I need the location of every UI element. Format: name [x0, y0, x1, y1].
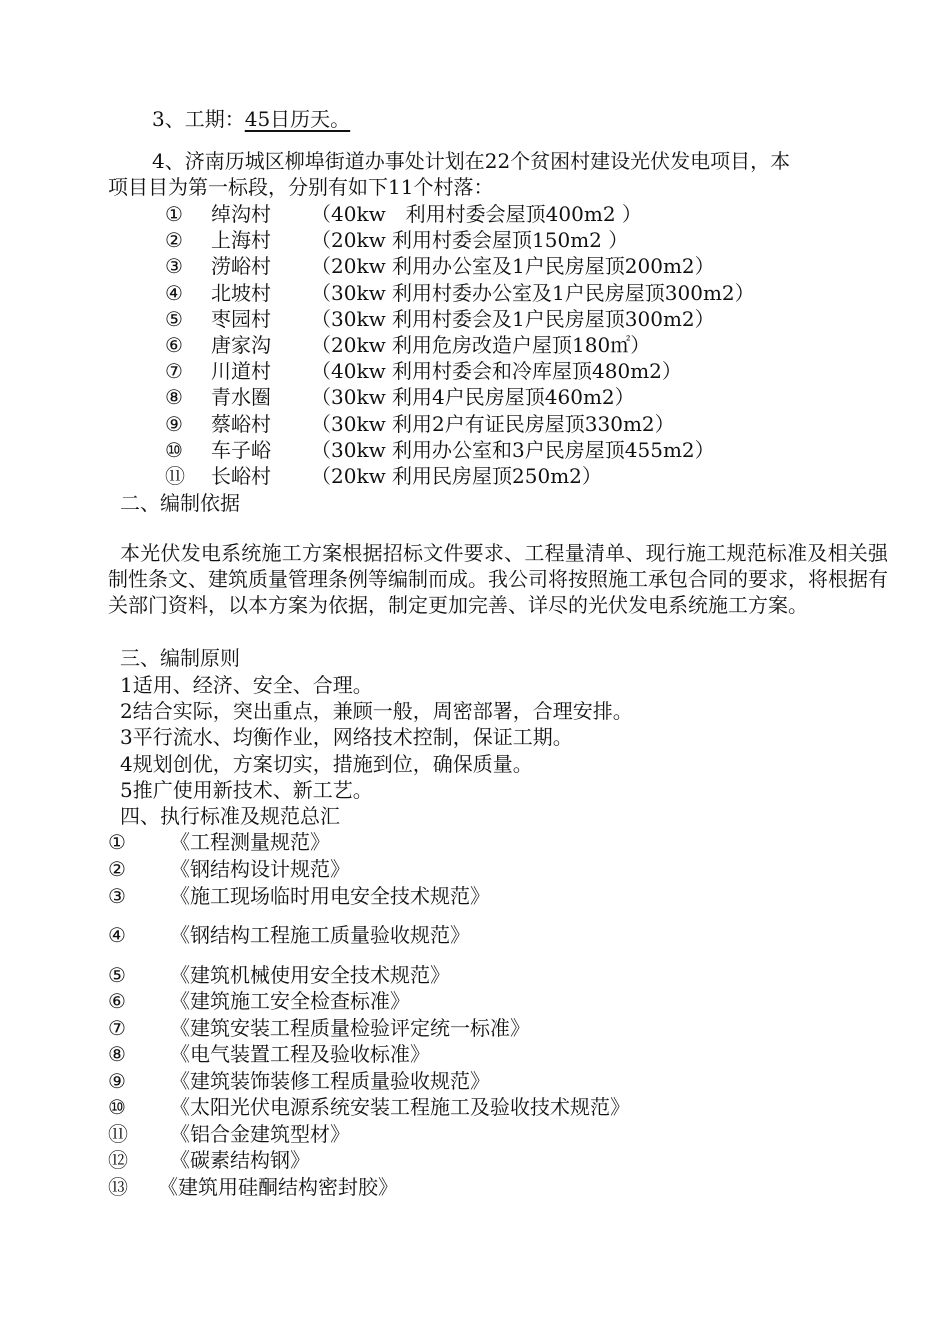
list-item: ⑥ 《建筑施工安全检查标准》 — [108, 989, 410, 1013]
list-item: ③ 《施工现场临时用电安全技术规范》 — [108, 884, 490, 908]
intro-line-1: 4、济南历城区柳埠街道办事处计划在22个贫困村建设光伏发电项目，本 — [152, 149, 791, 173]
list-item: ① 《工程测量规范》 — [108, 830, 330, 854]
list-item: ⑩ 《太阳光伏电源系统安装工程施工及验收技术规范》 — [108, 1095, 630, 1119]
list-item: ⑦ 《建筑安装工程质量检验评定统一标准》 — [108, 1016, 530, 1040]
list-item: ① 绰沟村 （40kw 利用村委会屋顶400m2 ） — [165, 202, 642, 226]
list-item: ③ 涝峪村 （20kw 利用办公室及1户民房屋顶200m2） — [165, 254, 715, 278]
list-item: ④ 北坡村 （30kw 利用村委办公室及1户民房屋顶300m2） — [165, 281, 755, 305]
list-item: ⑥ 唐家沟 （20kw 利用危房改造户屋顶180㎡） — [165, 333, 651, 357]
section-heading-basis: 二、编制依据 — [120, 491, 240, 515]
list-item: ⑩ 车子峪 （30kw 利用办公室和3户民房屋顶455m2） — [165, 438, 715, 462]
section-heading-standards: 四、执行标准及规范总汇 — [120, 804, 340, 828]
list-item: 3平行流水、均衡作业，网络技术控制，保证工期。 — [120, 725, 573, 749]
list-item: 2结合实际，突出重点，兼顾一般，周密部署，合理安排。 — [120, 699, 633, 723]
list-item: ⑧ 青水圈 （30kw 利用4户民房屋顶460m2） — [165, 385, 635, 409]
list-item: ⑦ 川道村 （40kw 利用村委会和冷库屋顶480m2） — [165, 359, 682, 383]
list-item: 4规划创优，方案切实，措施到位，确保质量。 — [120, 752, 533, 776]
section-heading-principles: 三、编制原则 — [120, 646, 240, 670]
list-item: ⑧ 《电气装置工程及验收标准》 — [108, 1042, 430, 1066]
list-item: ④ 《钢结构工程施工质量验收规范》 — [108, 923, 470, 947]
period-line — [152, 106, 350, 132]
list-item: ⑫ 《碳素结构钢》 — [108, 1148, 310, 1172]
list-item: ⑪ 长峪村 （20kw 利用民房屋顶250m2） — [165, 464, 602, 488]
basis-paragraph: 本光伏发电系统施工方案根据招标文件要求、工程量清单、现行施工规范标准及相关强制性条文、建筑质量管理条例等编制而成。我公司将按照施工承包合同的要求，将根据有关部门资料，以本方案为依据，制定更加完善、详尽的光伏发电系统施工方案。 — [108, 541, 888, 617]
period-label: 3、工期： — [152, 107, 245, 131]
list-item: ⑨ 蔡峪村 （30kw 利用2户有证民房屋顶330m2） — [165, 412, 675, 436]
list-item: ⑤ 《建筑机械使用安全技术规范》 — [108, 963, 450, 987]
intro-line-2: 项目目为第一标段，分别有如下11个村落： — [108, 175, 494, 199]
list-item: ② 《钢结构设计规范》 — [108, 857, 350, 881]
list-item: ⑬ 《建筑用硅酮结构密封胶》 — [108, 1175, 398, 1199]
list-item: 5推广使用新技术、新工艺。 — [120, 778, 373, 802]
list-item: ⑨ 《建筑装饰装修工程质量验收规范》 — [108, 1069, 490, 1093]
list-item: ② 上海村 （20kw 利用村委会屋顶150m2 ） — [165, 228, 629, 252]
period-value: 45日历天。 — [244, 107, 351, 131]
list-item: ⑤ 枣园村 （30kw 利用村委会及1户民房屋顶300m2） — [165, 307, 715, 331]
list-item: ⑪ 《铝合金建筑型材》 — [108, 1122, 350, 1146]
list-item: 1适用、经济、安全、合理。 — [120, 673, 373, 697]
